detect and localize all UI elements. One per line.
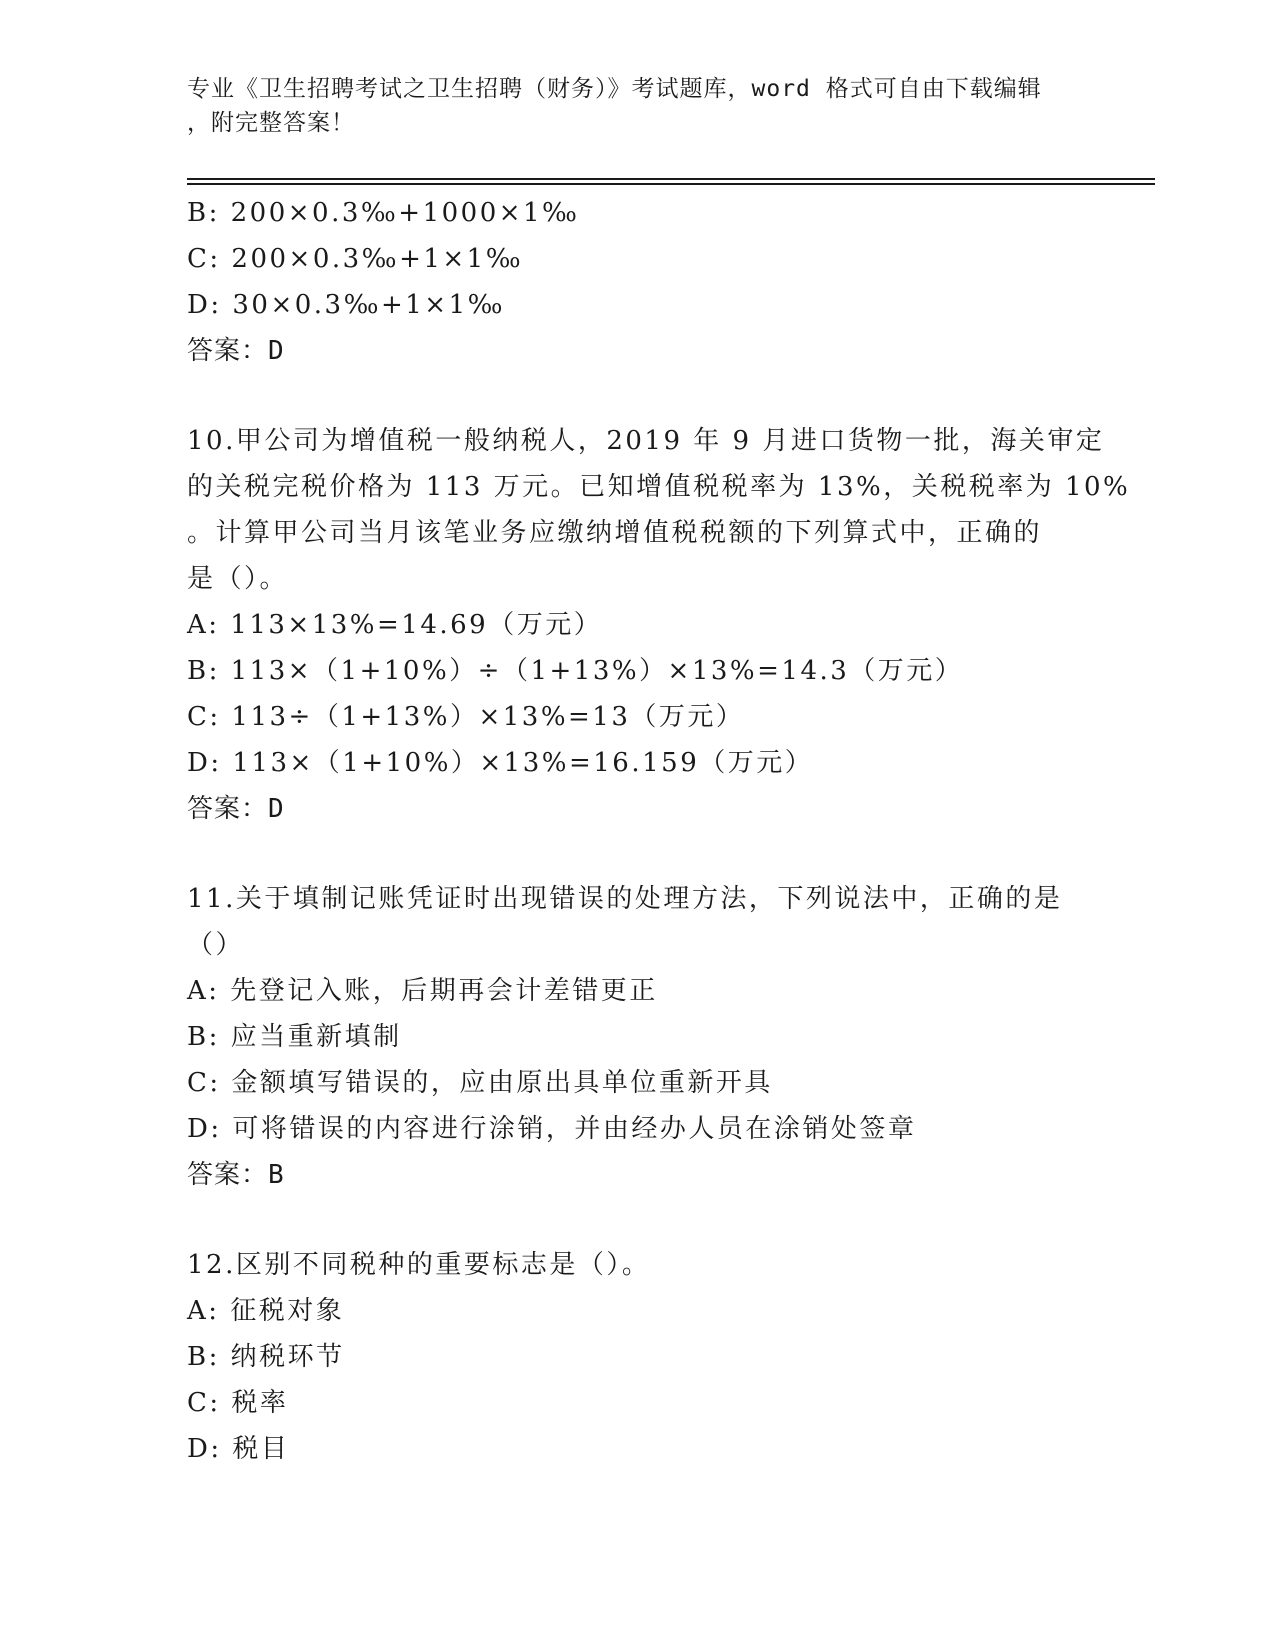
header-divider-bottom [187, 183, 1155, 185]
q12-stem-line: 12.区别不同税种的重要标志是（）。 [187, 1250, 651, 1280]
q12-option-d: D: 税目 [187, 1434, 290, 1464]
q10-stem-line: 的关税完税价格为 113 万元。已知增值税税率为 13%，关税税率为 10% [187, 472, 1131, 502]
q10-option-d: D: 113×（1+10%）×13%=16.159（万元） [187, 748, 814, 778]
q11-option-b: B: 应当重新填制 [187, 1022, 402, 1052]
q10-stem-line: 10.甲公司为增值税一般纳税人，2019 年 9 月进口货物一批，海关审定 [187, 426, 1105, 456]
q11-answer: 答案：B [187, 1160, 285, 1190]
q9-option-b: B: 200×0.3‰+1000×1‰ [187, 198, 580, 228]
q11-option-c: C: 金额填写错误的，应由原出具单位重新开具 [187, 1068, 773, 1098]
q10-option-c: C: 113÷（1+13%）×13%=13（万元） [187, 702, 745, 732]
header-divider-top [187, 178, 1155, 180]
q9-option-d: D: 30×0.3‰+1×1‰ [187, 290, 506, 320]
question-12 [187, 1242, 1087, 1472]
question-9-tail [187, 190, 1087, 374]
q11-option-a: A: 先登记入账，后期再会计差错更正 [187, 976, 658, 1006]
question-10 [187, 418, 1131, 832]
document-header [187, 72, 1087, 140]
q9-answer: 答案：D [187, 336, 285, 366]
q10-option-a: A: 113×13%=14.69（万元） [187, 610, 603, 640]
question-list [187, 190, 1131, 1472]
q11-stem-line: （） [187, 930, 245, 960]
q11-option-d: D: 可将错误的内容进行涂销，并由经办人员在涂销处签章 [187, 1114, 917, 1144]
q10-stem-line: 是（）。 [187, 564, 289, 594]
q12-option-a: A: 征税对象 [187, 1296, 345, 1326]
q9-option-c: C: 200×0.3‰+1×1‰ [187, 244, 524, 274]
question-11 [187, 876, 1087, 1198]
q12-option-b: B: 纳税环节 [187, 1342, 345, 1372]
q10-option-b: B: 113×（1+10%）÷（1+13%）×13%=14.3（万元） [187, 656, 964, 686]
q11-stem-line: 11.关于填制记账凭证时出现错误的处理方法，下列说法中，正确的是 [187, 884, 1063, 914]
header-line-2: ，附完整答案！ [187, 110, 355, 136]
q12-option-c: C: 税率 [187, 1388, 289, 1418]
q10-stem-line: 。计算甲公司当月该笔业务应缴纳增值税税额的下列算式中，正确的 [187, 518, 1043, 548]
header-line-1: 专业《卫生招聘考试之卫生招聘（财务）》考试题库，word 格式可自由下载编辑 [187, 76, 1042, 102]
q10-answer: 答案：D [187, 794, 285, 824]
